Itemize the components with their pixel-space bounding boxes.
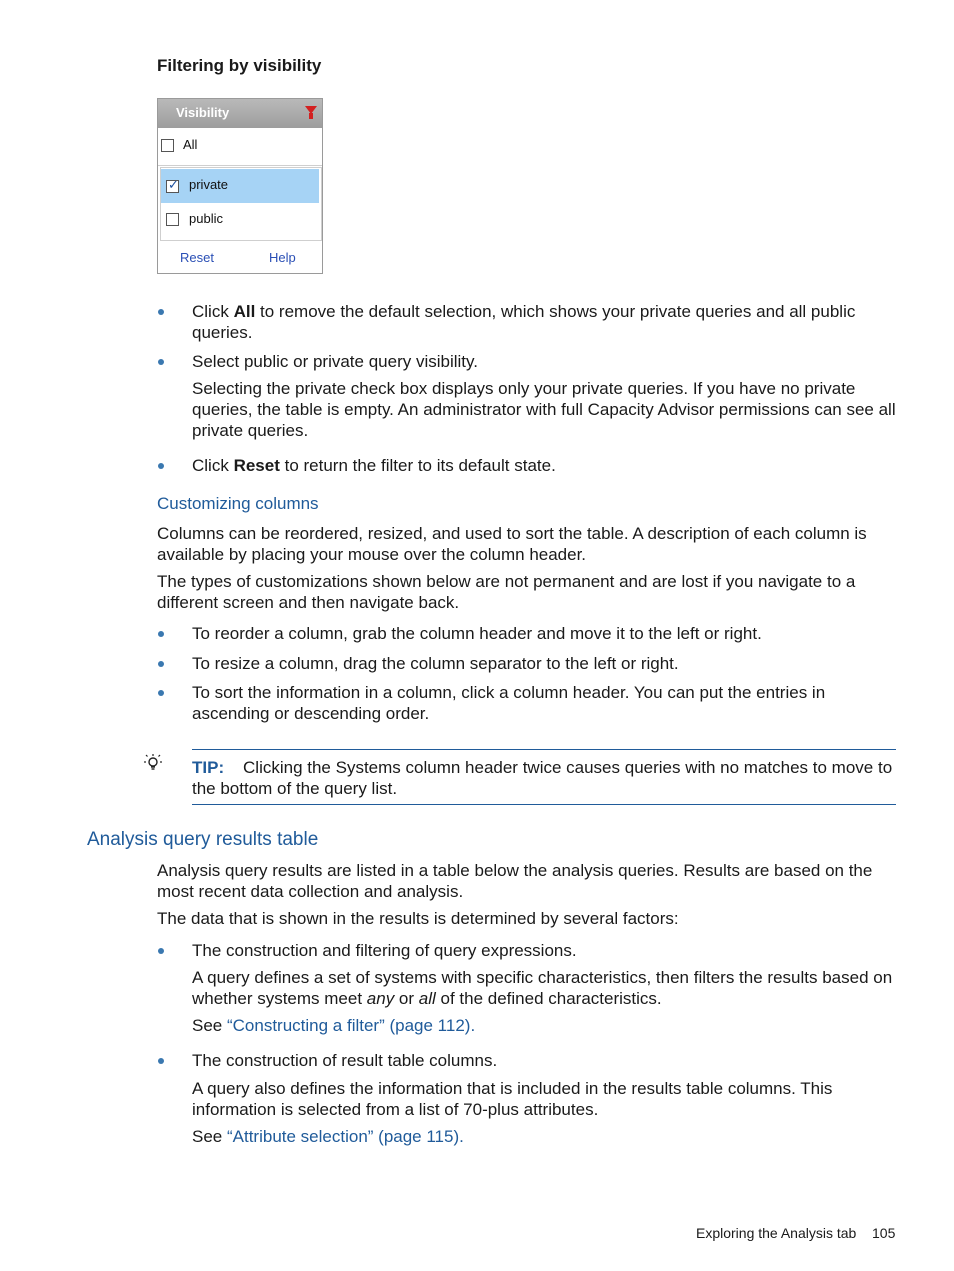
figure-caption: Filtering by visibility	[157, 56, 322, 75]
paragraph: The types of customizations shown below are not permanent and are lost if you navigate to a different screen and then navigate back.	[157, 572, 856, 612]
option-private-label: private	[189, 177, 229, 192]
tip-text: TIP: Clicking the Systems column header twice causes queries with no matches to move to the bottom of the query list.	[192, 758, 893, 798]
checkbox-private[interactable]	[166, 177, 179, 193]
divider	[158, 165, 322, 166]
checkbox-public[interactable]	[166, 213, 179, 226]
footer-section-title: Exploring the Analysis tab	[696, 1225, 857, 1241]
tip-rule-bottom	[192, 804, 896, 805]
bullet-text: To sort the information in a column, click a column header. You can put the entries in ascending or descending order.	[192, 683, 826, 723]
visibility-filter-panel	[157, 98, 323, 274]
bullet-dot	[158, 948, 164, 954]
paragraph: A query also defines the information that is included in the results table columns. This information is selected from a list of 70-plus attributes.	[192, 1079, 833, 1119]
bullet-text: To resize a column, drag the column separator to the left or right.	[192, 654, 679, 673]
bullet-text: To reorder a column, grab the column header and move it to the left or right.	[192, 624, 762, 643]
tip-rule-top	[192, 749, 896, 750]
bullet-dot	[158, 359, 164, 365]
attribute-selection-link[interactable]: “Attribute selection” (page 115)	[226, 1127, 460, 1146]
bullet-dot	[158, 463, 164, 469]
bullet-text: The construction of result table columns.	[192, 1051, 498, 1070]
bullet-dot	[158, 1058, 164, 1064]
bullet-text: The construction and filtering of query expressions.	[192, 941, 577, 960]
bullet-dot	[158, 631, 164, 637]
reset-link[interactable]: Reset	[180, 250, 214, 265]
checkmark-icon: ✓	[168, 177, 179, 192]
help-link[interactable]: Help	[269, 250, 296, 265]
section-heading: Analysis query results table	[87, 829, 319, 850]
constructing-filter-link[interactable]: “Constructing a filter” (page 112)	[226, 1016, 471, 1035]
option-public[interactable]	[161, 203, 319, 237]
see-reference: See “Attribute selection” (page 115).	[192, 1127, 464, 1146]
option-all-label: All	[183, 137, 198, 152]
option-private[interactable]	[161, 169, 319, 203]
tip-label: TIP:	[192, 758, 225, 777]
option-public-label: public	[189, 211, 223, 226]
bullet-dot	[158, 309, 164, 315]
bullet-dot	[158, 690, 164, 696]
paragraph: A query defines a set of systems with specific characteristics, then filters the results based on whether systems meet any or all of the defined characteristics.	[192, 968, 893, 1008]
section-heading: Customizing columns	[157, 494, 319, 513]
page-number: 105	[872, 1225, 896, 1241]
filter-funnel-icon-stem	[309, 113, 313, 119]
bullet-text: Click Reset to return the filter to its default state.	[192, 456, 556, 475]
bullet-dot	[158, 661, 164, 667]
paragraph: The data that is shown in the results is determined by several factors:	[157, 909, 679, 928]
paragraph: Selecting the private check box displays only your private queries. If you have no private queries, the table is empty. An administrator with full Capacity Advisor permissions can see all private queries.	[192, 379, 896, 440]
see-reference: See “Constructing a filter” (page 112).	[192, 1016, 476, 1035]
paragraph: Analysis query results are listed in a table below the analysis queries. Results are based on the most recent data collection and analysis.	[157, 861, 873, 901]
checkbox-all[interactable]	[161, 139, 174, 152]
visibility-header-label: Visibility	[176, 105, 230, 120]
option-all[interactable]	[158, 129, 322, 163]
paragraph: Columns can be reordered, resized, and used to sort the table. A description of each column is available by placing your mouse over the column header.	[157, 524, 867, 564]
lightbulb-icon	[143, 753, 163, 773]
visibility-filter-header	[158, 99, 322, 128]
bullet-text: Select public or private query visibility.	[192, 352, 478, 371]
bullet-text: Click All to remove the default selection, which shows your private queries and all public queries.	[192, 302, 856, 342]
